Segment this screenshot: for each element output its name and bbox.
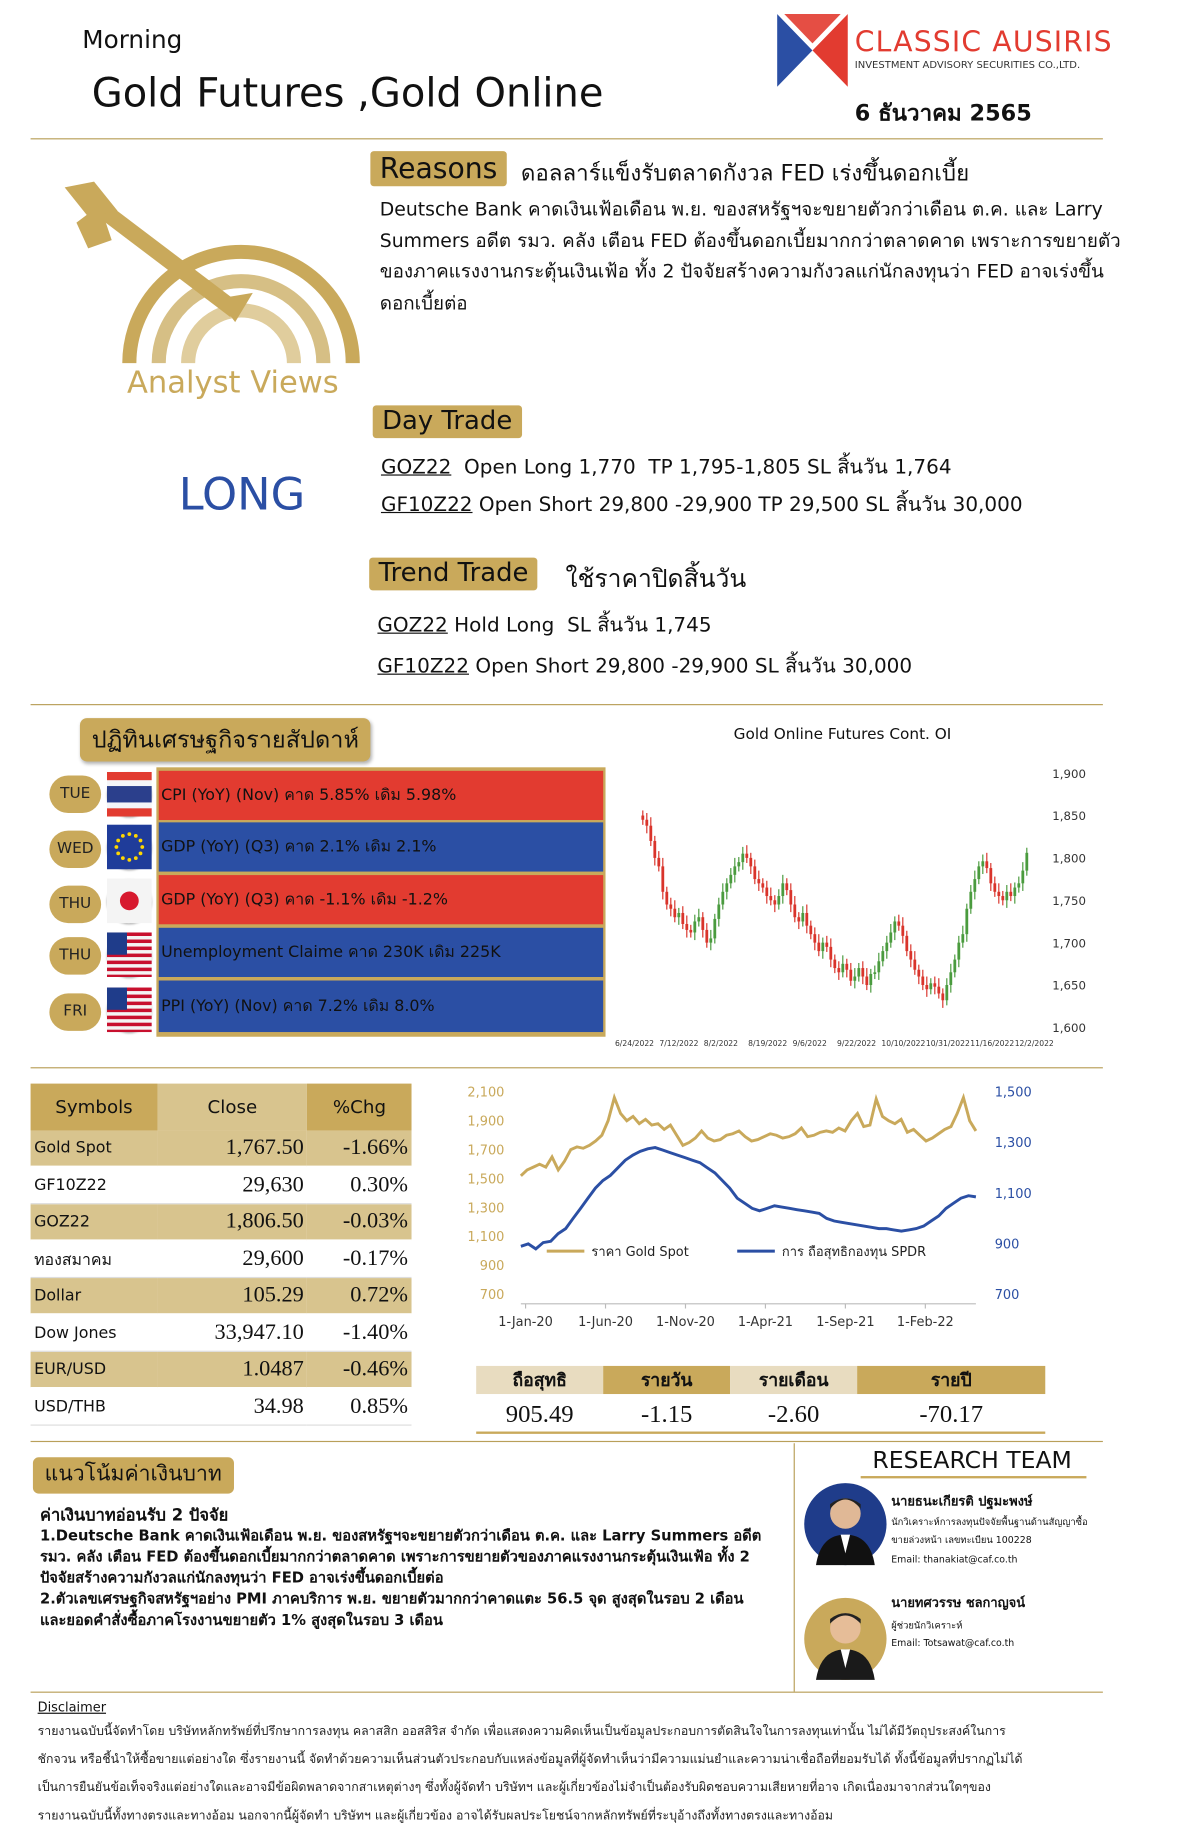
candle-body (757, 879, 760, 883)
candle-body (1013, 888, 1016, 896)
y-left-tick-label: 700 (479, 1288, 505, 1304)
candle-body (997, 892, 1000, 896)
research-team-title: RESEARCH TEAM (872, 1445, 1072, 1474)
table-row (31, 1277, 412, 1314)
candle-body (801, 913, 804, 921)
candle-body (921, 977, 924, 985)
candle-body (749, 858, 752, 866)
baht-body (40, 1525, 792, 1630)
x-tick-label: 9/22/2022 (837, 1039, 877, 1049)
candle-body (949, 972, 952, 985)
col-header-close: Close (157, 1084, 307, 1131)
symbol-cell: GF10Z22 (31, 1167, 158, 1204)
candle-body (785, 883, 788, 890)
morning-label: Morning (82, 25, 183, 54)
y-right-tick-label: 900 (994, 1237, 1020, 1253)
person-icon (804, 1483, 886, 1565)
baht-line: 1.Deutsche Bank คาดเงินเฟ้อเดือน พ.ย. ของสหรัฐฯจะขยายตัวกว่าเดือน ต.ค. และ Larry Summers อดีต (39, 1526, 762, 1544)
day-trade-row (381, 451, 952, 483)
symbol-cell: Dollar (31, 1277, 158, 1314)
candle-body (701, 917, 704, 930)
x-tick-label: 11/16/2022 (970, 1039, 1015, 1049)
close-cell: 29,630 (157, 1167, 307, 1204)
table-row (31, 1241, 412, 1278)
close-cell: 29,600 (157, 1241, 307, 1278)
candle-body (873, 972, 876, 974)
chg-cell: 0.30% (307, 1167, 411, 1204)
candle-body (885, 943, 888, 951)
candle-body (761, 883, 764, 887)
stance-label: LONG (178, 468, 306, 521)
y-right-tick-label: 700 (994, 1288, 1020, 1304)
spdr-underline (476, 1432, 1045, 1434)
candle-body (941, 993, 944, 1000)
close-cell: 1,806.50 (157, 1204, 307, 1241)
col-header-symbols: Symbols (31, 1084, 158, 1131)
candle-body (1017, 883, 1020, 887)
member-name: นายธนะเกียรติ ปฐมะพงษ์ (891, 1493, 1033, 1509)
section-divider (31, 704, 1103, 705)
reasons-body (380, 194, 1191, 318)
candle-body (721, 892, 724, 905)
y-left-tick-label: 1,100 (467, 1230, 505, 1246)
symbol-cell: USD/THB (31, 1388, 158, 1425)
candle-body (729, 875, 732, 883)
close-cell: 34.98 (157, 1388, 307, 1425)
x-tick-label: 7/12/2022 (659, 1039, 699, 1049)
candle-body (713, 919, 716, 938)
spdr-header-yearly: รายปี (857, 1366, 1045, 1394)
candle-body (973, 879, 976, 892)
candle-body (953, 960, 956, 973)
candle-body (913, 960, 916, 970)
candle-body (961, 934, 964, 942)
candle-body (853, 977, 856, 981)
reasons-tag: Reasons (370, 151, 506, 186)
chg-cell: -1.40% (307, 1314, 411, 1351)
candle-body (989, 868, 992, 883)
spdr-header-daily: รายวัน (603, 1366, 730, 1394)
reasons-line: ดอกเบี้ยต่อ (379, 291, 468, 314)
table-row (31, 1388, 412, 1425)
candle-body (993, 883, 996, 891)
chg-cell: -0.03% (307, 1204, 411, 1241)
calendar-event: CPI (YoY) (Nov) คาด 5.85% เดิม 5.98% (159, 771, 603, 820)
y-left-tick-label: 1,300 (467, 1201, 505, 1217)
candle-body (889, 932, 892, 942)
day-trade-symbol: GF10Z22 (380, 493, 473, 517)
calendar-event: GDP (YoY) (Q3) คาด -1.1% เดิม -1.2% (159, 875, 603, 924)
section-divider (31, 1067, 1103, 1068)
candle-body (841, 964, 844, 972)
candle-body (849, 970, 852, 981)
x-tick-label: 1-Nov-20 (656, 1315, 715, 1331)
calendar-event: GDP (YoY) (Q3) คาด 2.1% เดิม 2.1% (159, 822, 603, 871)
candle-body (745, 854, 748, 858)
spdr-header-monthly: รายเดือน (730, 1366, 857, 1394)
x-tick-label: 9/6/2022 (792, 1039, 827, 1049)
candle-body (981, 861, 984, 866)
y-tick-label: 1,750 (1052, 893, 1086, 908)
brand-logo (777, 14, 848, 87)
symbol-cell: GOZ22 (31, 1204, 158, 1241)
candle-body (817, 943, 820, 951)
candle-body (797, 917, 800, 921)
candle-body (689, 930, 692, 933)
analyst-views-label: Analyst Views (126, 365, 339, 401)
x-tick-label: 12/2/2022 (1014, 1039, 1054, 1049)
candle-body (825, 943, 828, 947)
candle-body (977, 866, 980, 879)
table-row (31, 1351, 412, 1388)
baht-line: ปัจจัยสร้างความกังวลแก่นักลงทุนว่า FED อาจเร่งขึ้นดอกเบี้ยต่อ (39, 1568, 444, 1587)
candle-body (845, 964, 848, 970)
disclaimer-line: รายงานฉบับนี้ทั้งทางตรงและทางอ้อม นอกจากนี้ผู้จัดทำ บริษัทฯ และผู้เกี่ยวข้อง อาจได้รับผลประโยชน์จากหลักทรัพย์ที่ระบุอ้างถึงทั้งทางตรงและทางอ้อม (37, 1808, 834, 1823)
close-cell: 33,947.10 (157, 1314, 307, 1351)
day-badge: THU (49, 886, 101, 923)
candle-body (929, 983, 932, 989)
day-badge: TUE (49, 776, 101, 813)
reasons-line: Summers อดีต รมว. คลัง เตือน FED ต้องขึ้นดอกเบี้ยมากกว่าตลาดคาด เพราะการขยายตัว (379, 229, 1121, 252)
day-trade-symbol: GOZ22 (380, 455, 452, 480)
day-badge: THU (49, 937, 101, 974)
report-date: 6 ธันวาคม 2565 (854, 100, 1032, 127)
candle-body (905, 936, 908, 951)
member-role: ผู้ช่วยนักวิเคราะห์ (891, 1620, 963, 1631)
candle-body (901, 926, 904, 936)
candle-body (765, 888, 768, 896)
gold-spot-line (521, 1098, 976, 1176)
y-right-tick-label: 1,500 (994, 1085, 1032, 1101)
candle-body (709, 938, 712, 942)
x-tick-label: 1-Sep-21 (816, 1315, 875, 1331)
candle-body (861, 968, 864, 976)
member-name: นายทศวรรษ ชลกาญจน์ (891, 1595, 1026, 1611)
brand-subtitle: INVESTMENT ADVISORY SECURITIES CO.,LTD. (854, 59, 1081, 72)
x-tick-label: 1-Feb-22 (896, 1315, 954, 1331)
section-divider (31, 1692, 1103, 1693)
candle-body (693, 921, 696, 932)
candle-body (705, 930, 708, 943)
candle-body (641, 816, 644, 820)
candle-body (829, 947, 832, 960)
candle-body (813, 934, 816, 942)
candle-body (685, 924, 688, 930)
brand-logo-icon (777, 14, 848, 87)
symbol-cell: Gold Spot (31, 1130, 158, 1166)
spdr-value-daily: -1.15 (640, 1399, 693, 1429)
candle-body (725, 883, 728, 891)
candle-body (697, 917, 700, 921)
candle-body (717, 905, 720, 919)
candle-body (945, 985, 948, 1000)
trend-trade-symbol: GF10Z22 (377, 654, 469, 679)
y-tick-label: 1,800 (1052, 851, 1086, 866)
baht-line: 2.ตัวเลขเศรษฐกิจสหรัฐฯอย่าง PMI ภาคบริการ พ.ย. ขยายตัวมากกว่าคาดแตะ 56.5 จุด สูงสุดในรอบ 2 เดือน (39, 1589, 744, 1608)
reasons-headline: ดอลลาร์แข็งรับตลาดกังวล FED เร่งขึ้นดอกเบี้ย (520, 160, 970, 187)
candle-body (933, 983, 936, 986)
candle-body (881, 951, 884, 961)
japan-flag-icon (107, 879, 152, 924)
chg-cell: -1.66% (307, 1130, 411, 1166)
spdr-holdings-line (521, 1148, 976, 1249)
candle-body (1005, 892, 1008, 900)
x-tick-label: 6/24/2022 (614, 1039, 655, 1049)
candle-body (925, 985, 928, 989)
trend-trade-row (377, 650, 912, 682)
symbol-cell: Dow Jones (31, 1314, 158, 1351)
usa-flag-icon (107, 988, 152, 1033)
candle-body (789, 890, 792, 904)
spdr-value-yearly: -70.17 (919, 1399, 984, 1429)
x-tick-label: 1-Jan-20 (498, 1315, 553, 1331)
candle-body (741, 854, 744, 862)
y-left-tick-label: 1,700 (467, 1143, 505, 1159)
candle-body (985, 861, 988, 868)
y-tick-label: 1,850 (1052, 809, 1086, 824)
candle-body (769, 896, 772, 900)
candle-body (965, 909, 968, 934)
calendar-event: PPI (YoY) (Nov) คาด 7.2% เดิม 8.0% (159, 981, 603, 1033)
x-tick-label: 10/31/2022 (925, 1039, 970, 1049)
candle-body (857, 968, 860, 976)
section-divider (31, 1441, 1103, 1442)
symbol-cell: ทองสมาคม (31, 1241, 158, 1278)
candle-body (833, 960, 836, 968)
trend-trade-note: ใช้ราคาปิดสิ้นวัน (565, 564, 747, 593)
analyst-views-graphic (65, 176, 359, 375)
legend-label: การ ถือสุทธิกองทุน SPDR (781, 1244, 927, 1260)
chg-cell: 0.72% (307, 1277, 411, 1314)
day-trade-row (381, 488, 1023, 520)
x-tick-label: 10/10/2022 (881, 1039, 926, 1049)
y-tick-label: 1,650 (1052, 978, 1086, 993)
trend-trade-text: Open Short 29,800 -29,900 SL สิ้นวัน 30,000 (468, 654, 913, 679)
candle-body (645, 820, 648, 826)
day-badge: FRI (49, 993, 101, 1030)
candle-body (969, 892, 972, 909)
chg-cell: 0.85% (307, 1388, 411, 1425)
candle-body (773, 900, 776, 904)
trend-trade-text: Hold Long SL สิ้นวัน 1,745 (447, 613, 712, 638)
reasons-line: ของภาคแรงงานกระตุ้นเงินเฟ้อ ทั้ง 2 ปัจจัยสร้างความกังวลแก่นักลงทุนว่า FED อาจเร่งขึ้น (379, 260, 1104, 283)
x-tick-label: 1-Apr-21 (737, 1315, 794, 1331)
candle-body (1009, 892, 1012, 896)
candle-body (793, 905, 796, 918)
avatar (804, 1598, 886, 1680)
eu-flag-icon (107, 825, 152, 870)
candle-body (665, 892, 668, 905)
member-license: ขายล่วงหน้า เลขทะเบียน 100228 (891, 1534, 1032, 1546)
table-row (31, 1314, 412, 1351)
y-right-tick-label: 1,100 (994, 1186, 1032, 1202)
day-trade-tag: Day Trade (373, 405, 522, 437)
trend-trade-tag: Trend Trade (369, 558, 538, 590)
oi-candlestick-chart (614, 756, 1093, 1055)
candle-body (669, 905, 672, 909)
baht-line: และยอดคำสั่งซื้อภาคโรงงานขยายตัว 1% สูงสุดในรอบ 3 เดือน (39, 1610, 443, 1629)
candle-body (653, 841, 656, 858)
candle-body (777, 896, 780, 904)
close-cell: 1,767.50 (157, 1130, 307, 1166)
disclaimer-title: Disclaimer (37, 1699, 107, 1716)
y-right-tick-label: 1,300 (994, 1136, 1032, 1152)
chg-cell: -0.17% (307, 1241, 411, 1278)
candle-body (917, 970, 920, 977)
brand-name: CLASSIC AUSIRIS (854, 25, 1113, 59)
candle-body (937, 987, 940, 994)
candle-body (877, 961, 880, 972)
y-left-tick-label: 2,100 (467, 1085, 505, 1101)
research-divider-v (794, 1443, 795, 1691)
table-row (31, 1167, 412, 1204)
col-header-chg: %Chg (307, 1084, 411, 1131)
member-email[interactable]: Email: Totsawat@caf.co.th (891, 1637, 1015, 1649)
candle-body (753, 866, 756, 879)
x-tick-label: 8/2/2022 (703, 1039, 739, 1049)
legend-label: ราคา Gold Spot (591, 1244, 689, 1260)
candle-body (837, 968, 840, 972)
candle-body (657, 858, 660, 866)
baht-line: รมว. คลัง เตือน FED ต้องขึ้นดอกเบี้ยมากกว่าตลาดคาด เพราะการขยายตัวของภาคแรงงานกระตุ้นเงินเฟ้อ ทั้ง 2 (39, 1547, 750, 1566)
candle-body (909, 951, 912, 959)
day-badge: WED (49, 831, 101, 868)
disclaimer-line: รายงานฉบับนี้จัดทำโดย บริษัทหลักทรัพย์ที่ปรึกษาการลงทุน คลาสสิก ออสสิริส จำกัด เพื่อแสดงความคิดเห็นเป็นข้อมูลประกอบการตัดสินใจในการลงทุนเท่านั้น ไม่ได้มีวัตถุประสงค์ในการ (37, 1724, 1006, 1739)
candle-body (865, 977, 868, 985)
y-tick-label: 1,900 (1052, 766, 1086, 781)
baht-heading: ค่าเงินบาทอ่อนรับ 2 ปัจจัย (39, 1506, 229, 1526)
candle-body (809, 926, 812, 934)
research-title-underline (861, 1476, 1087, 1478)
table-row (31, 1130, 412, 1166)
disclaimer-body (38, 1717, 1167, 1829)
x-tick-label: 8/19/2022 (748, 1039, 788, 1049)
economic-calendar-title: ปฏิทินเศรษฐกิจรายสัปดาห์ (80, 718, 371, 761)
disclaimer-line: ชักจวน หรือชี้นำให้ซื้อขายแต่อย่างใด ซึ่งรายงานนี้ จัดทำด้วยความเห็นส่วนตัวประกอบกับแหล่งข้อมูลที่ผู้จัดทำเห็นว่ามีความแม่นยำและความน่าเชื่อถือที่ยอมรับได้ ทั้งนี้ข้อมูลที่ปรากฏไม่ได้ (37, 1752, 1023, 1767)
member-role: นักวิเคราะห์การลงทุนปัจจัยพื้นฐานด้านสัญญาซื้อ (891, 1517, 1088, 1528)
market-table-header (31, 1084, 412, 1131)
page-title: Gold Futures ,Gold Online (91, 70, 604, 118)
baht-outlook-tag: แนวโน้มค่าเงินบาท (33, 1457, 234, 1493)
candle-body (1001, 896, 1004, 900)
header-divider (31, 138, 1103, 139)
gold-spot-spdr-chart (464, 1078, 1052, 1342)
spdr-value-monthly: -2.60 (767, 1399, 820, 1429)
trend-trade-symbol: GOZ22 (377, 613, 448, 638)
trend-trade-row (377, 609, 711, 641)
candle-body (957, 943, 960, 960)
y-left-tick-label: 900 (479, 1259, 505, 1275)
usa-flag-icon (107, 932, 152, 977)
candle-body (1025, 853, 1028, 871)
y-left-tick-label: 1,500 (467, 1172, 505, 1188)
day-trade-text: Open Short 29,800 -29,900 TP 29,500 SL สิ้นวัน 30,000 (472, 493, 1023, 517)
symbol-cell: EUR/USD (31, 1351, 158, 1388)
oi-chart-title: Gold Online Futures Cont. OI (733, 726, 952, 744)
candle-body (897, 921, 900, 925)
candle-body (869, 974, 872, 985)
y-left-tick-label: 1,900 (467, 1114, 505, 1130)
candle-body (805, 913, 808, 926)
avatar (804, 1483, 886, 1565)
day-trade-text: Open Long 1,770 TP 1,795-1,805 SL สิ้นวัน 1,764 (451, 455, 952, 480)
candle-body (681, 913, 684, 924)
candle-body (677, 913, 680, 917)
y-tick-label: 1,600 (1052, 1021, 1086, 1036)
candle-body (893, 921, 896, 932)
candle-body (1021, 871, 1024, 884)
spdr-value-net: 905.49 (505, 1399, 574, 1429)
reasons-line: Deutsche Bank คาดเงินเฟ้อเดือน พ.ย. ของสหรัฐฯจะขยายตัวกว่าเดือน ต.ค. และ Larry (379, 197, 1103, 221)
candle-body (737, 862, 740, 866)
person-icon (804, 1598, 886, 1680)
x-tick-label: 1-Jun-20 (578, 1315, 633, 1331)
close-cell: 1.0487 (157, 1351, 307, 1388)
spdr-header-net: ถือสุทธิ (476, 1366, 603, 1394)
candle-body (733, 866, 736, 874)
candle-body (649, 826, 652, 841)
market-table (31, 1084, 412, 1426)
candle-body (661, 866, 664, 891)
member-email[interactable]: Email: thanakiat@caf.co.th (891, 1554, 1018, 1566)
candle-body (781, 883, 784, 896)
table-row (31, 1204, 412, 1241)
y-tick-label: 1,700 (1052, 936, 1086, 951)
candle-body (673, 909, 676, 917)
thailand-flag-icon (107, 772, 152, 817)
calendar-event: Unemployment Claime คาด 230K เดิม 225K (159, 928, 603, 977)
disclaimer-line: เป็นการยืนยันข้อเท็จจริงแต่อย่างใดและอาจมีข้อผิดพลาดจากสาเหตุต่างๆ ซึ่งทั้งผู้จัดทำ บริษัทฯ และผู้เกี่ยวข้องไม่จำเป็นต้องรับผิดชอบความเสียหายที่อาจ เกิดเนื่องมาจากส่วนใดๆของ (37, 1780, 991, 1795)
chg-cell: -0.46% (307, 1351, 411, 1388)
target-arrow-icon (65, 176, 359, 375)
close-cell: 105.29 (157, 1277, 307, 1314)
candle-body (821, 943, 824, 951)
